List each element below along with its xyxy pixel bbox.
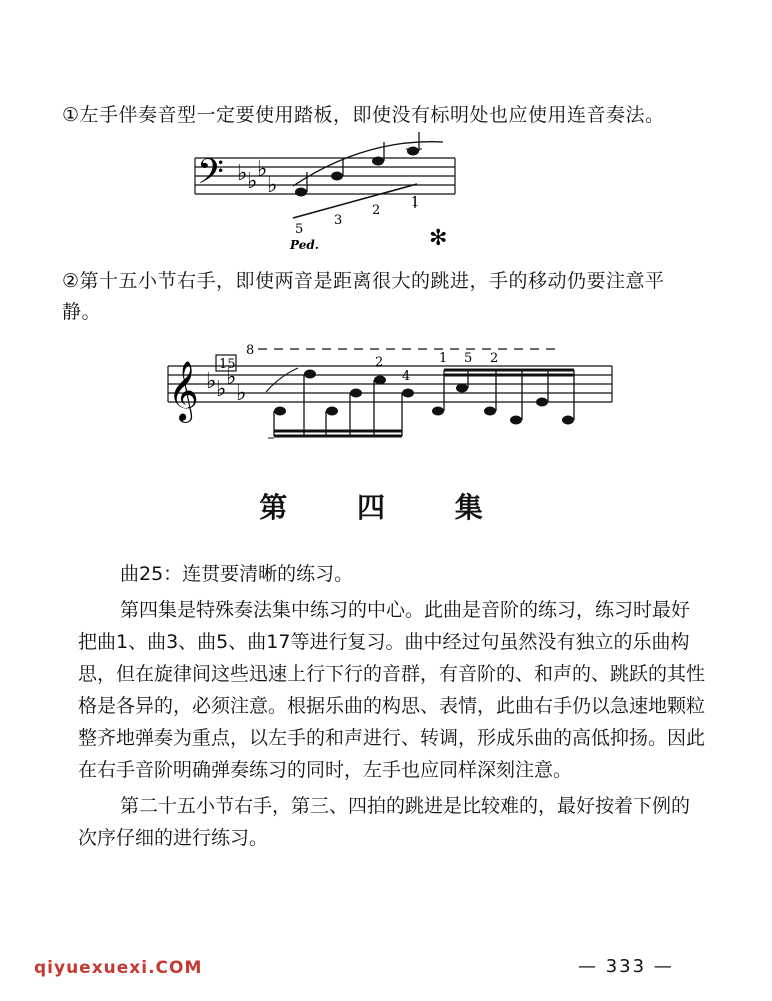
svg-text:3: 3	[334, 213, 343, 228]
svg-text:♭: ♭	[267, 173, 278, 198]
octave-mark: 8	[246, 343, 255, 358]
pedal-release-icon: ✻	[429, 226, 448, 251]
svg-text:4: 4	[402, 369, 411, 384]
flat-key-signature-icon	[237, 157, 277, 198]
instruction-1: ①左手伴奏音型一定要使用踏板，即使没有标明处也应使用连音奏法。	[62, 104, 665, 126]
treble-clef-icon: 𝄞	[168, 361, 199, 421]
piece-description	[78, 558, 708, 854]
piece-subtitle: 曲25：连贯要清晰的练习。	[120, 563, 354, 585]
svg-text:♭: ♭	[236, 381, 247, 406]
paragraph: 第二十五小节右手，第三、四拍的跳进是比较难的，最好按着下例的次序仔细的进行练习。	[78, 795, 691, 849]
svg-text:5: 5	[295, 222, 304, 237]
bass-clef-icon: 𝄢	[197, 151, 225, 200]
svg-text:2: 2	[490, 351, 499, 366]
paragraph: 第四集是特殊奏法集中练习的中心。此曲是音阶的练习，练习时最好把曲1、曲3、曲5、曲17等进行复习。曲中经过句虽然没有独立的乐曲构思，但在旋律间这些迅速上行下行的音群，有音阶的、和声的、跳跃的其性格是各异的，必须注意。根据乐曲的构思、表情，此曲右手仍以急速地颗粒整齐地弹奏为重点，以左手的和声进行、转调，形成乐曲的高低抑扬。因此在右手音阶明确弹奏练习的同时，左手也应同样深刻注意。	[78, 599, 706, 781]
svg-text:♭: ♭	[257, 157, 268, 182]
svg-text:♭: ♭	[226, 365, 237, 390]
svg-text:2: 2	[375, 355, 384, 370]
svg-text:1: 1	[439, 351, 448, 366]
watermark-text: qiyuexuexi.COM	[34, 958, 203, 978]
music-example-2	[160, 340, 620, 440]
svg-text:♭: ♭	[216, 377, 227, 402]
svg-text:2: 2	[372, 203, 381, 218]
svg-text:♭: ♭	[237, 161, 248, 186]
pedal-mark: Ped.	[290, 238, 319, 252]
watermark	[34, 958, 202, 978]
measure-number: 15	[219, 357, 236, 372]
svg-text:♭: ♭	[206, 369, 217, 394]
svg-text:♭: ♭	[247, 169, 258, 194]
svg-text:1: 1	[411, 195, 420, 210]
svg-text:5: 5	[464, 351, 473, 366]
instruction-2: ②第十五小节右手，即使两音是距离很大的跳进，手的移动仍要注意平静。	[62, 270, 665, 323]
page-number: — 333 —	[578, 956, 674, 977]
chapter-title: 第 四 集	[259, 491, 513, 524]
music-example-1	[185, 128, 465, 253]
